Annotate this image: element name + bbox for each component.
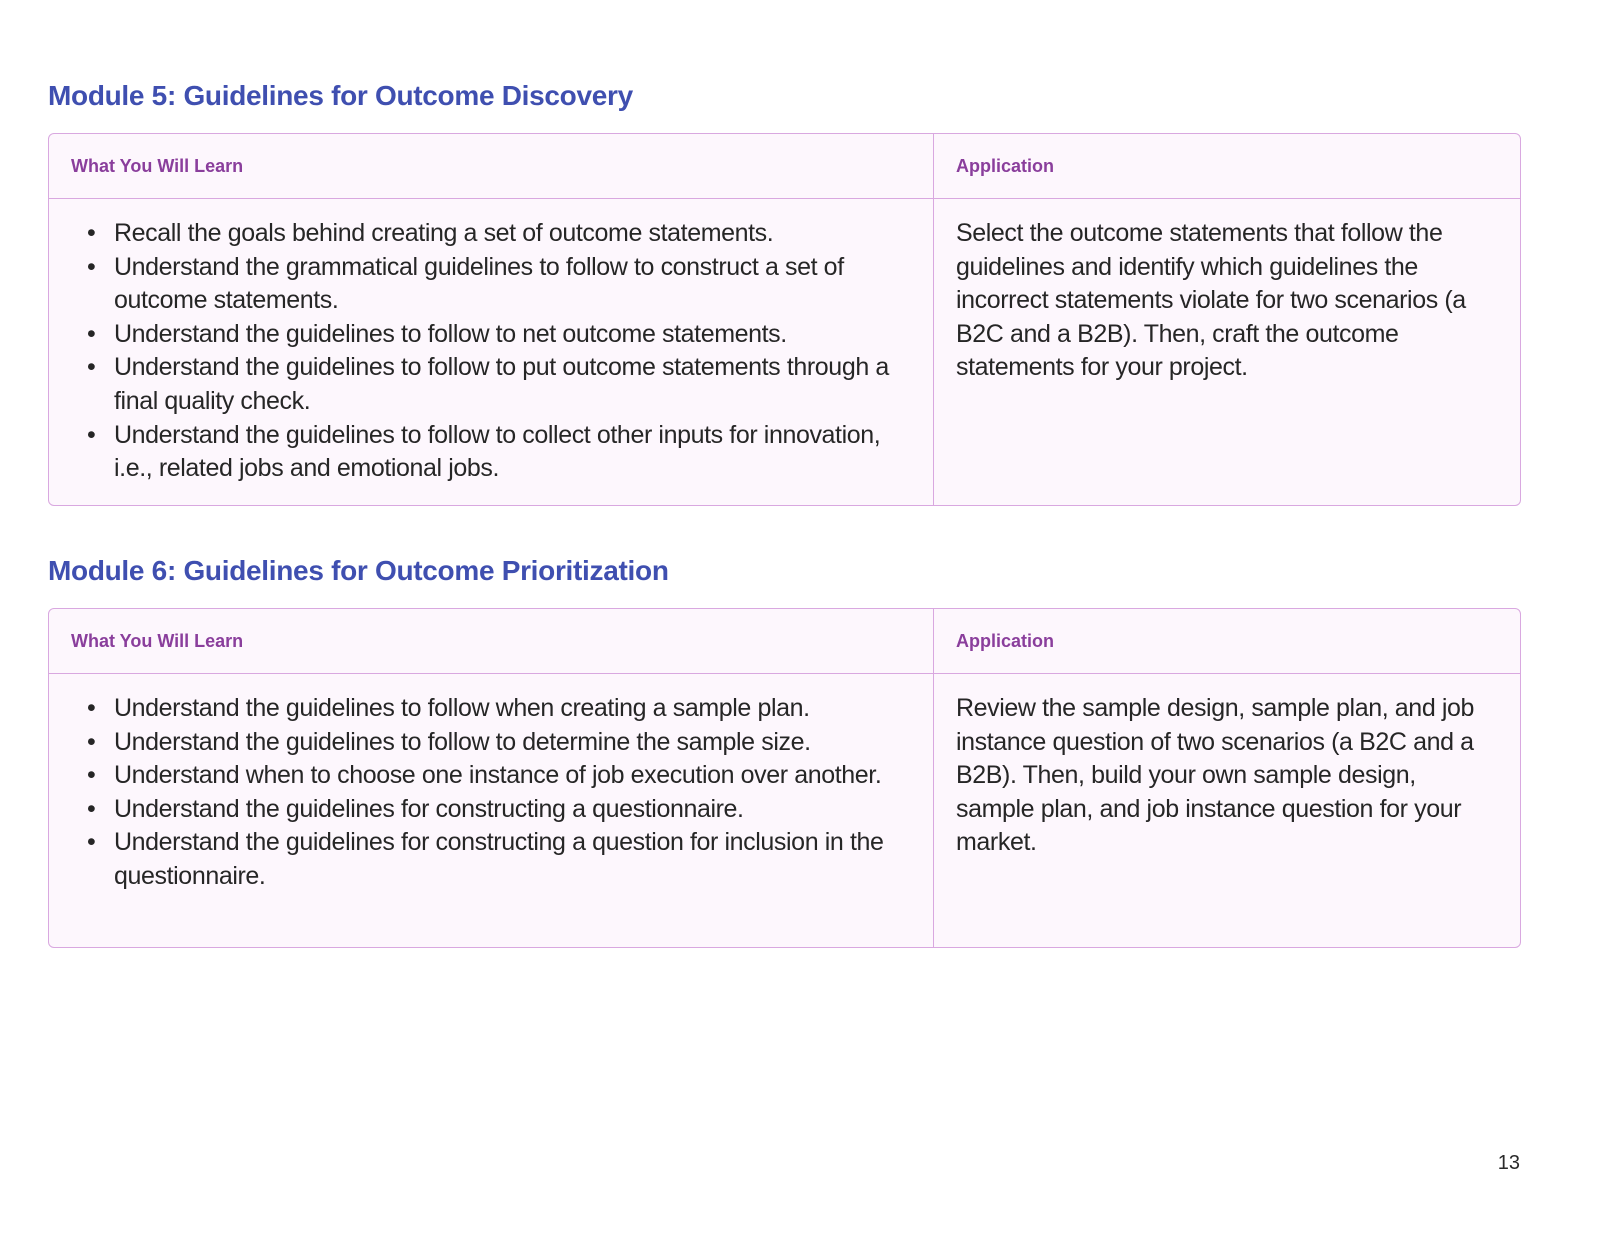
table-header-row [49, 609, 1520, 674]
list-item: • Understand the grammatical guidelines to follow to construct a set of outcome statements. [114, 251, 913, 318]
list-item: • Understand the guidelines to follow to net outcome statements. [114, 318, 913, 352]
module-5-title: Module 5: Guidelines for Outcome Discovery [48, 80, 633, 111]
learn-header-cell [49, 609, 934, 673]
learn-list [87, 692, 913, 894]
module-6-section [48, 551, 1523, 890]
learn-column-header: What You Will Learn [71, 630, 244, 651]
application-cell [934, 199, 1520, 505]
list-item: • Understand the guidelines to follow to put outcome statements through a final quality check. [114, 351, 913, 418]
list-item: • Understand the guidelines for constructing a question for inclusion in the questionnaire. [114, 826, 913, 893]
learn-header-cell [49, 134, 934, 198]
list-item: • Understand the guidelines for constructing a questionnaire. [114, 793, 913, 827]
module-5-table [48, 133, 1521, 506]
learn-cell [49, 674, 934, 947]
learn-list [87, 217, 913, 486]
table-body-row [49, 199, 1520, 505]
table-header-row [49, 134, 1520, 199]
module-6-table [48, 608, 1521, 948]
list-item: • Understand the guidelines to follow when creating a sample plan. [114, 692, 913, 726]
learn-cell [49, 199, 934, 505]
module-6-title: Module 6: Guidelines for Outcome Prioritization [48, 555, 669, 586]
page-number: 13 [1497, 1152, 1520, 1174]
list-item: • Understand the guidelines to follow to determine the sample size. [114, 726, 913, 760]
application-header-cell [934, 609, 1520, 673]
list-item: • Understand the guidelines to follow to collect other inputs for innovation, i.e., related jobs and emotional jobs. [114, 419, 913, 486]
application-header-cell [934, 134, 1520, 198]
application-text: Select the outcome statements that follow the guidelines and identify which guidelines the incorrect statements violate for two scenarios (a B2C and a B2B). Then, craft the outcome statements for your project. [956, 219, 1466, 382]
learn-column-header: What You Will Learn [71, 155, 244, 176]
application-column-header: Application [956, 155, 1054, 176]
application-cell [934, 674, 1520, 947]
module-5-section [48, 76, 1523, 483]
list-item: • Understand when to choose one instance of job execution over another. [114, 759, 913, 793]
table-body-row [49, 674, 1520, 947]
application-column-header: Application [956, 630, 1054, 651]
list-item: • Recall the goals behind creating a set of outcome statements. [114, 217, 913, 251]
application-text: Review the sample design, sample plan, and job instance question of two scenarios (a B2C and a B2B). Then, build your own sample design, sample plan, and job instance question for your market. [956, 694, 1475, 857]
